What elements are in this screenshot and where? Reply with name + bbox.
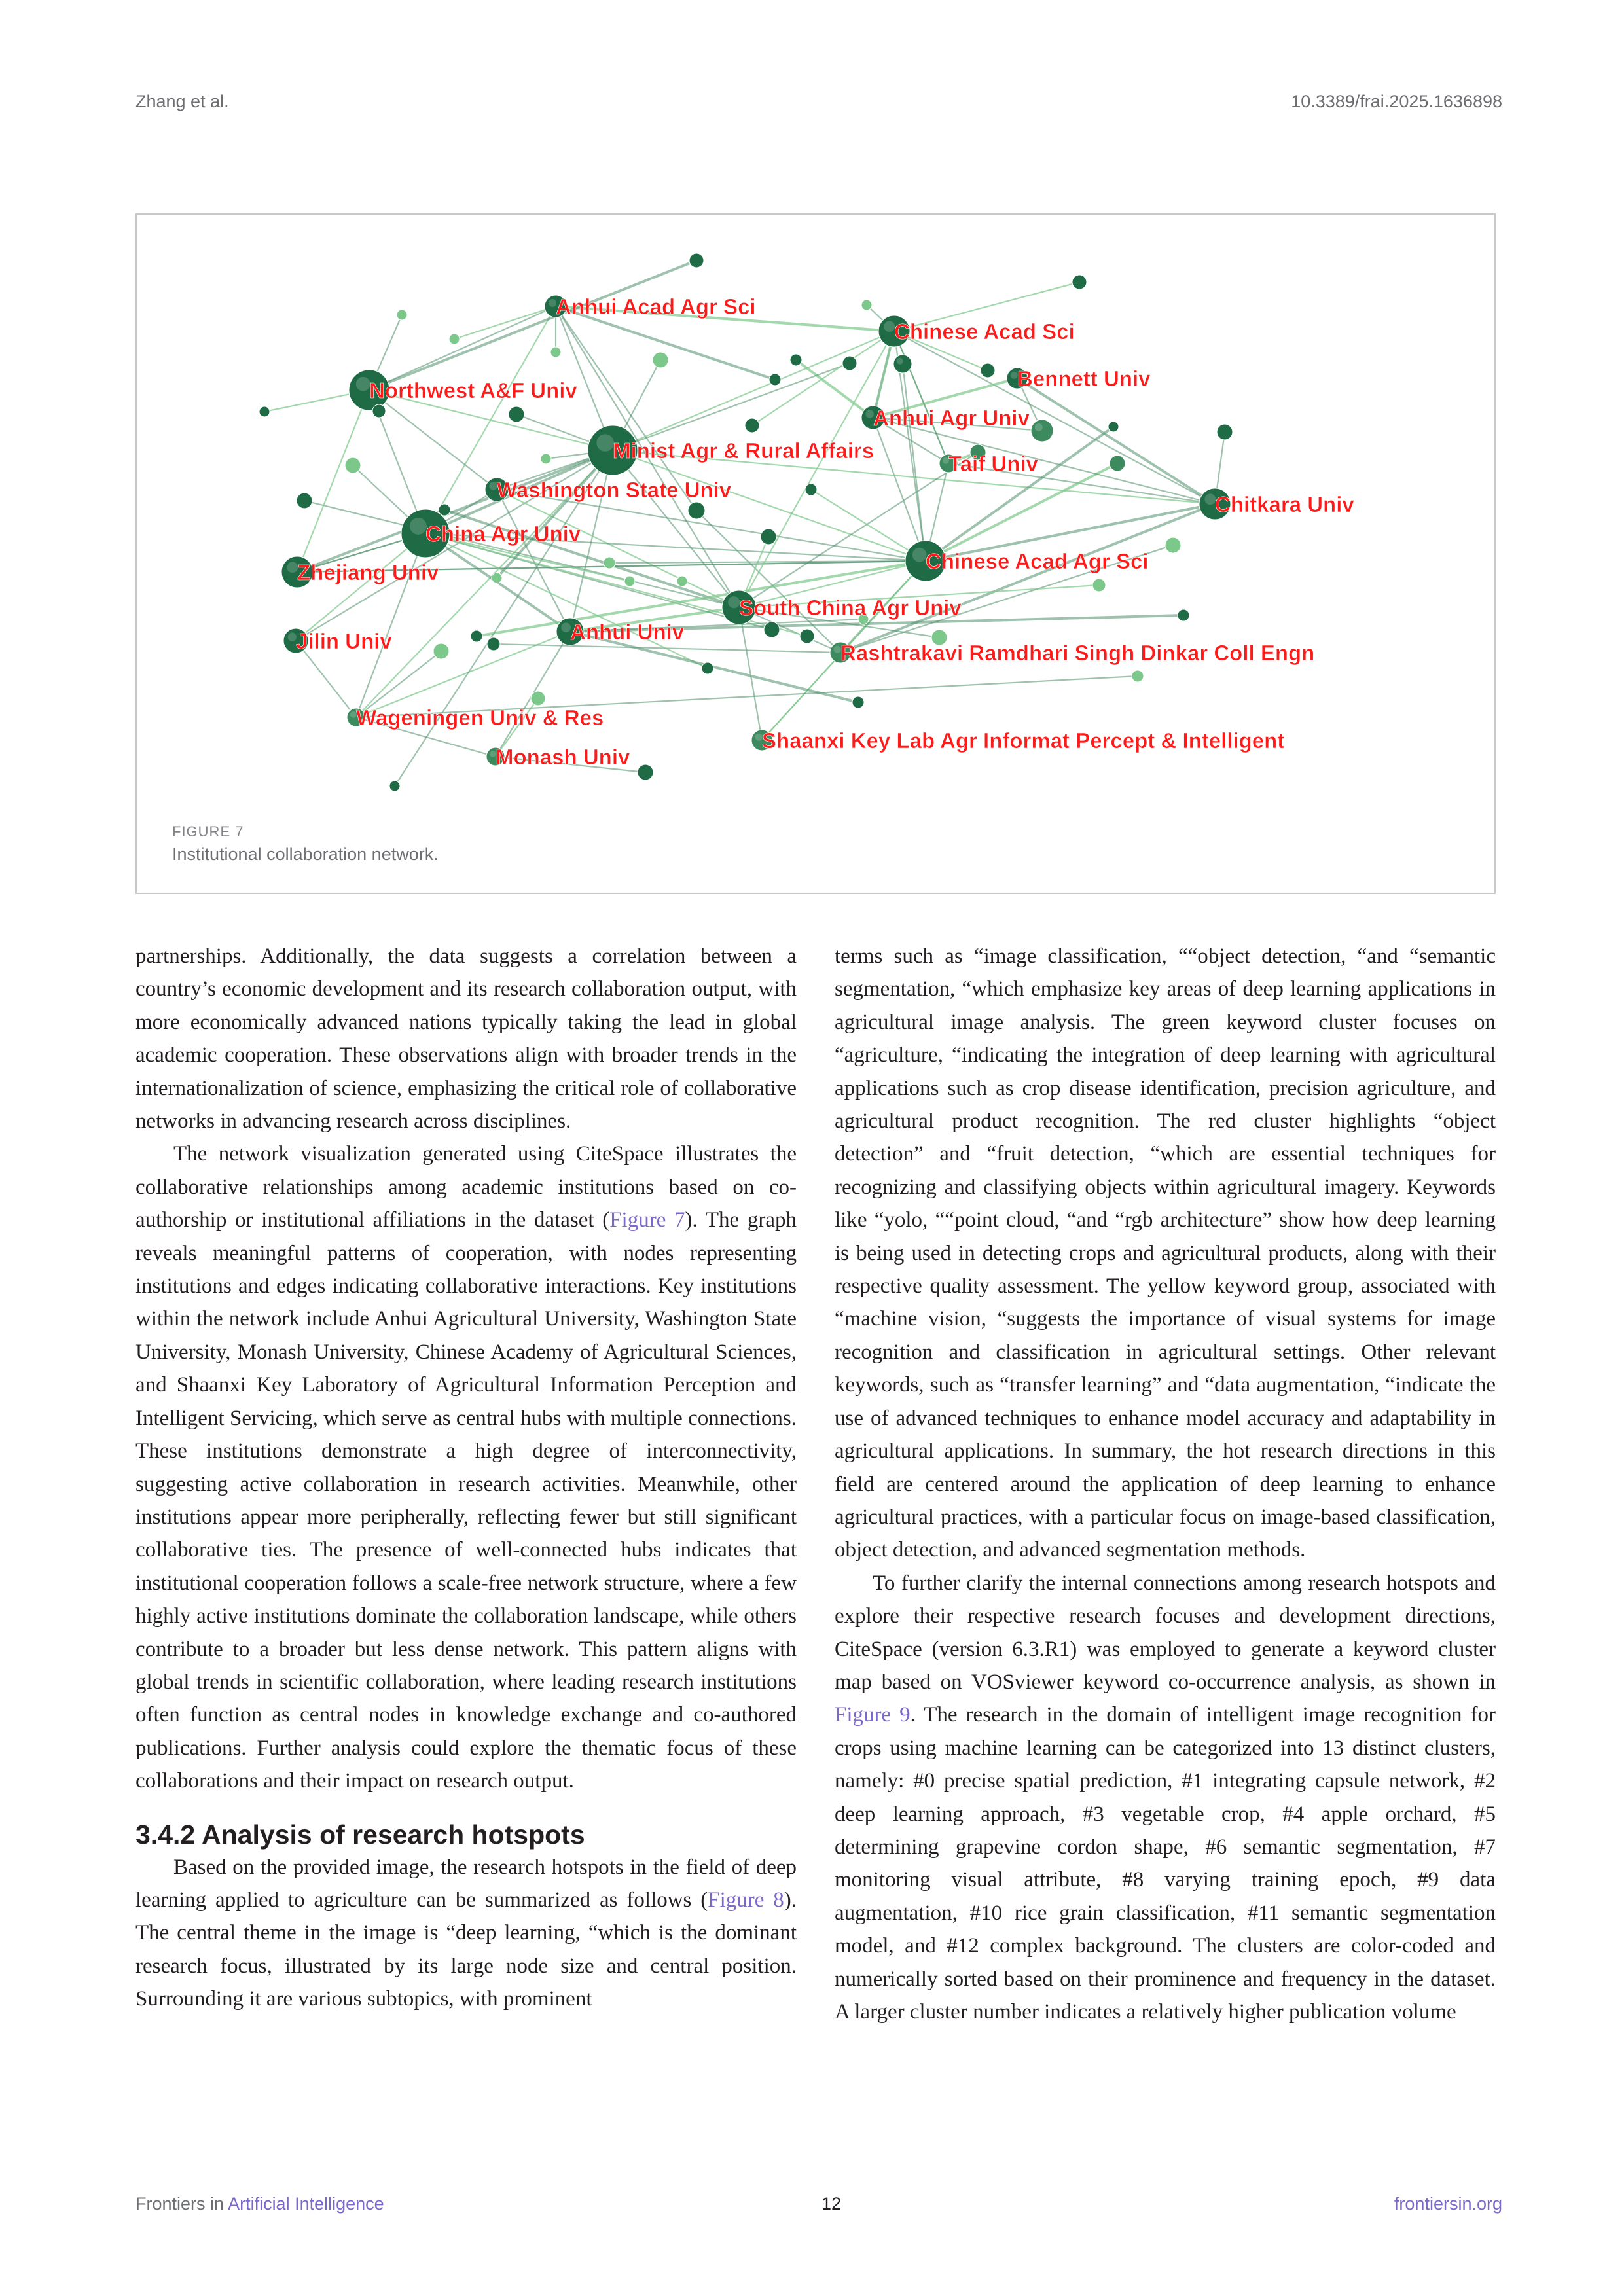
collaboration-edge bbox=[613, 363, 850, 450]
minor-node bbox=[389, 781, 400, 791]
institution-label: Chinese Acad Sci bbox=[894, 319, 1075, 344]
minor-node bbox=[852, 696, 864, 708]
collaboration-edge bbox=[369, 260, 696, 390]
node-highlight bbox=[596, 434, 614, 452]
journal-name[interactable]: Artificial Intelligence bbox=[228, 2194, 384, 2214]
figure-7 bbox=[135, 213, 1496, 894]
minor-node bbox=[345, 457, 361, 473]
minor-node bbox=[800, 629, 814, 643]
collaboration-edge bbox=[369, 306, 556, 390]
footer-journal bbox=[135, 2194, 384, 2214]
minor-node bbox=[550, 347, 561, 357]
institution-label: South China Agr Univ bbox=[739, 596, 962, 620]
minor-node bbox=[541, 454, 551, 464]
minor-node bbox=[492, 573, 502, 583]
institution-label: Shaanxi Key Lab Agr Informat Percept & Intelligent bbox=[762, 728, 1285, 753]
node-highlight bbox=[865, 410, 874, 418]
minor-node bbox=[439, 504, 450, 516]
institution-label: Anhui Univ bbox=[570, 620, 685, 644]
minor-node bbox=[297, 493, 312, 509]
minor-node bbox=[1110, 456, 1125, 471]
collaboration-edge bbox=[1017, 378, 1215, 504]
minor-node bbox=[638, 764, 653, 780]
minor-node bbox=[1132, 670, 1144, 682]
figure-label: FIGURE 7 bbox=[172, 823, 244, 840]
node-highlight bbox=[897, 358, 903, 365]
institution-label: Zhejiang Univ bbox=[297, 560, 439, 584]
collaboration-edge bbox=[297, 390, 369, 572]
institution-label: China Agr Univ bbox=[425, 522, 581, 546]
text: The network visualization generated using CiteSpace illustrates the collaborative relationships among academic institutions based on co-authorship or institutional affiliations in the dataset ( bbox=[135, 1142, 797, 1232]
doi: 10.3389/frai.2025.1636898 bbox=[1291, 92, 1502, 111]
minor-node bbox=[509, 406, 524, 422]
minor-node bbox=[653, 352, 668, 368]
left-column bbox=[135, 940, 797, 2016]
figure-7-link[interactable]: Figure 7 bbox=[609, 1208, 685, 1232]
institution-label: Chitkara Univ bbox=[1215, 492, 1354, 516]
minor-node bbox=[397, 310, 407, 320]
text: ). The graph reveals meaningful patterns of cooperation, with nodes representing institutions and edges indicating collaborative interactions. Key institutions within the network include Anhui Agricultural University, Washington State University, Monash University, Chinese Academy of Agricultural Sciences, and Shaanxi Key Laboratory of Agricultural Information Perception and Intelligent Servicing, which serve as central hubs with multiple connections. These institutions demonstrate a high degree of interconnectivity, suggesting active collaboration in research activities. Meanwhile, other institutions appear more peripherally, reflecting fewer but still significant collaborative ties. The presence of well-connected hubs indicates that institutional cooperation follows a scale-free network structure, where a few highly active institutions dominate the collaboration landscape, while others contribute to a broader but less dense network. This pattern aligns with global trends in scientific collaboration, where leading research institutions often function as central nodes in knowledge exchange and co-authored publications. Further analysis could explore the thematic focus of these collaborations and their impact on research output. bbox=[135, 1208, 797, 1793]
minor-node bbox=[531, 691, 545, 706]
minor-node bbox=[861, 300, 872, 310]
minor-node bbox=[745, 418, 759, 433]
node-highlight bbox=[356, 377, 370, 391]
paragraph: terms such as “image classification, ““object detection, “and “semantic segmentation, “which emphasize key areas of deep learning applications in agricultural image analysis. The green keyword cluster focuses on “agriculture, “indicating the integration of deep learning with agricultural applications such as crop disease identification, precision agriculture, and agricultural product recognition. The red cluster highlights “object detection” and “fruit detection, “which are essential techniques for recognizing and classifying objects within agricultural imagery. Keywords like “yolo, ““point cloud, “and “rgb architecture” show how deep learning is being used in detecting crops and agricultural products, along with their respective quality assessment. The yellow keyword group, associated with “machine vision, “suggests the importance of visual systems for image recognition and classification in agricultural settings. Other relevant keywords, such as “transfer learning” and “data augmentation, “indicate the use of advanced techniques to enhance model accuracy and adaptability in agricultural applications. In summary, the hot research directions in this field are centered around the application of deep learning to enhance agricultural practices, with a particular focus on image-based classification, object detection, and advanced segmentation methods. bbox=[835, 944, 1496, 1562]
collaboration-edge bbox=[926, 463, 1117, 561]
institution-label: Taif Univ bbox=[948, 452, 1038, 476]
institution-label: Anhui Agr Univ bbox=[873, 406, 1030, 430]
minor-node bbox=[764, 622, 780, 637]
collaboration-edge bbox=[296, 533, 425, 641]
paragraph bbox=[835, 1567, 1496, 2029]
site-link[interactable]: frontiersin.org bbox=[1394, 2194, 1502, 2214]
minor-node bbox=[433, 643, 449, 659]
collaboration-edge bbox=[739, 452, 978, 607]
minor-node bbox=[471, 630, 482, 642]
institution-label: Anhui Acad Agr Sci bbox=[556, 295, 756, 319]
journal-prefix: Frontiers in bbox=[135, 2194, 228, 2214]
node-highlight bbox=[489, 482, 497, 490]
figure-caption: Institutional collaboration network. bbox=[172, 844, 439, 864]
node-highlight bbox=[410, 518, 427, 535]
right-column bbox=[835, 940, 1496, 2028]
running-author: Zhang et al. bbox=[135, 92, 229, 111]
minor-node bbox=[981, 363, 995, 378]
minor-node bbox=[761, 529, 776, 545]
page-number: 12 bbox=[821, 2194, 842, 2214]
node-highlight bbox=[287, 562, 298, 573]
collaboration-network bbox=[137, 215, 1497, 804]
paragraph: partnerships. Additionally, the data suggests a correlation between a country’s economic development and its research collaboration output, with more economically advanced nations typically taking the lead in global academic cooperation. These observations align with broader trends in the internationalization of science, emphasizing the critical role of collaborative networks in advancing research across disciplines. bbox=[135, 944, 797, 1134]
figure-8-link[interactable]: Figure 8 bbox=[708, 1888, 784, 1912]
collaboration-edge bbox=[739, 331, 894, 607]
minor-node bbox=[702, 662, 713, 674]
text: Based on the provided image, the research hotspots in the field of deep learning applied to agriculture can be summarized as follows ( bbox=[135, 1855, 797, 1912]
minor-node bbox=[689, 253, 704, 268]
institution-label: Bennett Univ bbox=[1017, 367, 1151, 391]
minor-node bbox=[893, 355, 912, 373]
node-highlight bbox=[288, 633, 297, 641]
institution-label: Wageningen Univ & Res bbox=[356, 706, 604, 730]
minor-node bbox=[842, 356, 857, 370]
minor-node bbox=[1178, 609, 1189, 621]
institution-label: Monash Univ bbox=[496, 745, 630, 769]
collaboration-edge bbox=[926, 427, 1113, 561]
institution-label: Minist Agr & Rural Affairs bbox=[613, 439, 875, 463]
minor-node bbox=[1072, 275, 1087, 289]
minor-node bbox=[677, 576, 687, 586]
node-highlight bbox=[728, 596, 740, 608]
node-highlight bbox=[561, 622, 571, 632]
minor-node bbox=[487, 637, 500, 651]
minor-node bbox=[1108, 422, 1119, 432]
collaboration-edge bbox=[840, 504, 1215, 653]
minor-node bbox=[1165, 537, 1181, 553]
minor-node bbox=[805, 484, 817, 495]
text: ). The central theme in the image is “deep learning, “which is the dominant research focus, illustrated by its large node size and central position. Surrounding it are various subtopics, with prominent bbox=[135, 1888, 797, 2011]
institution-label: Washington State Univ bbox=[497, 478, 732, 502]
node-highlight bbox=[1035, 423, 1043, 431]
collaboration-edge bbox=[609, 561, 926, 563]
text: . The research in the domain of intelligent image recognition for crops using machine learning can be categorized into 13 distinct clusters, namely: #0 precise spatial prediction, #1 integrating capsule network, #2 deep learning approach, #3 vegetable crop, #4 apple orchard, #5 determining grapevine cordon shape, #6 semantic segmentation, #7 monitoring visual attribute, #8 varying training epoch, #9 data augmentation, #10 rice grain classification, #11 semantic segmentation model, and #12 complex background. The clusters are color-coded and numerically sorted based on their prominence and frequency in the dataset. A larger cluster number indicates a relatively higher publication volume bbox=[835, 1703, 1496, 2024]
minor-node bbox=[604, 557, 615, 569]
node-highlight bbox=[1204, 493, 1216, 505]
node-highlight bbox=[912, 548, 927, 562]
minor-node bbox=[449, 334, 460, 344]
minor-node bbox=[790, 354, 802, 366]
section-title: 3.4.2 Analysis of research hotspots bbox=[135, 1819, 585, 1850]
paragraph bbox=[135, 1851, 797, 2016]
minor-node bbox=[624, 576, 635, 586]
minor-node bbox=[769, 374, 781, 386]
minor-node bbox=[1217, 424, 1233, 440]
minor-node bbox=[259, 406, 270, 417]
institution-label: Jilin Univ bbox=[296, 629, 392, 653]
institution-label: Rashtrakavi Ramdhari Singh Dinkar Coll Engn bbox=[840, 641, 1315, 665]
minor-node bbox=[372, 404, 386, 418]
text: To further clarify the internal connections among research hotspots and explore their respective research focuses and development directions, CiteSpace (version 6.3.R1) was employed to generate a keyword cluster map based on VOSviewer keyword co-occurrence analysis, as shown in bbox=[835, 1571, 1496, 1694]
node-highlight bbox=[884, 321, 895, 332]
figure-9-link[interactable]: Figure 9 bbox=[835, 1703, 911, 1727]
institution-label: Northwest A&F Univ bbox=[369, 378, 577, 403]
minor-node bbox=[1092, 579, 1106, 592]
minor-node bbox=[688, 502, 705, 519]
paragraph bbox=[135, 1138, 797, 1797]
minor-node bbox=[1031, 420, 1053, 442]
network-labels bbox=[296, 295, 1354, 769]
institution-label: Chinese Acad Agr Sci bbox=[926, 549, 1149, 573]
